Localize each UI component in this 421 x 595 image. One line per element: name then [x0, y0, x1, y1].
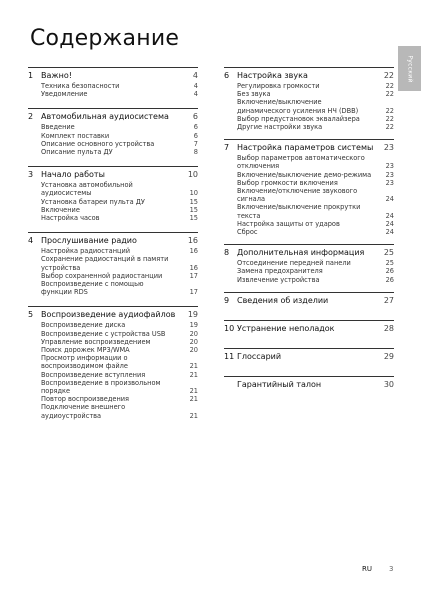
- entry-text: устройства: [41, 263, 81, 272]
- toc-entry[interactable]: [224, 267, 394, 275]
- entry-page: 21: [189, 395, 198, 404]
- toc-section-heading[interactable]: [224, 143, 394, 153]
- entry-page: 16: [189, 247, 198, 256]
- toc-section: [224, 292, 394, 306]
- entry-page: 24: [385, 219, 394, 228]
- section-number: 8: [224, 248, 230, 258]
- entry-page: 15: [189, 197, 198, 206]
- entry-page: 22: [385, 123, 394, 132]
- section-number: 6: [224, 71, 230, 80]
- entry-page: 20: [189, 346, 198, 355]
- section-title: Гарантийный талон: [237, 379, 322, 389]
- entry-text: Выбор параметров автоматического: [237, 154, 365, 163]
- section-page: 25: [383, 248, 394, 258]
- section-number: 4: [28, 236, 34, 246]
- section-number: 11: [224, 351, 235, 361]
- entry-page: 26: [385, 267, 394, 276]
- toc-entry[interactable]: [224, 82, 394, 90]
- section-page: 19: [187, 310, 198, 320]
- toc-section: [28, 166, 198, 222]
- section-title: Прослушивание радио: [41, 236, 137, 246]
- entry-text: Комплект поставки: [41, 131, 110, 140]
- section-page: 28: [383, 323, 394, 333]
- toc-entry[interactable]: [224, 259, 394, 267]
- toc-section-heading[interactable]: [28, 310, 198, 320]
- section-title: Глоссарий: [237, 351, 282, 361]
- section-title: Начало работы: [41, 170, 105, 180]
- toc-section-heading[interactable]: [28, 71, 198, 81]
- toc-section-heading[interactable]: [224, 248, 394, 258]
- entry-page: 10: [189, 189, 198, 198]
- entry-page: 21: [189, 387, 198, 396]
- entry-text: Отсоединение передней панели: [237, 259, 351, 268]
- section-title: Настройка параметров системы: [237, 143, 374, 153]
- section-title: Автомобильная аудиосистема: [41, 112, 169, 122]
- section-title: Настройка звука: [237, 71, 308, 80]
- toc-entry[interactable]: [224, 187, 394, 195]
- toc-entry[interactable]: [28, 214, 198, 222]
- toc-section-heading[interactable]: [28, 112, 198, 122]
- entry-text: Воспроизведение с помощью: [41, 280, 144, 289]
- section-page: 6: [192, 112, 198, 122]
- entry-page: 22: [385, 106, 394, 115]
- entry-text: Извлечение устройства: [237, 275, 320, 284]
- entry-text: Введение: [41, 123, 75, 132]
- toc-entry[interactable]: [28, 346, 198, 354]
- section-number: 10: [224, 323, 235, 333]
- toc-entry[interactable]: [224, 171, 394, 179]
- entry-page: 8: [193, 148, 198, 157]
- toc-section: [28, 67, 198, 98]
- entry-page: 6: [193, 131, 198, 140]
- entry-page: 20: [189, 337, 198, 346]
- entry-page: 21: [189, 370, 198, 379]
- page-title: Содержание: [30, 26, 180, 51]
- entry-page: 4: [193, 90, 198, 99]
- toc-entry[interactable]: [28, 206, 198, 214]
- entry-text: Подключение внешнего: [41, 403, 126, 412]
- entry-page: 4: [193, 82, 198, 90]
- toc-entry[interactable]: [224, 98, 394, 106]
- toc-section: [224, 320, 394, 334]
- entry-page: 16: [189, 263, 198, 272]
- entry-text: Замена предохранителя: [237, 267, 323, 276]
- entry-page: 22: [385, 114, 394, 123]
- toc-entry[interactable]: [28, 140, 198, 148]
- entry-page: 25: [385, 259, 394, 268]
- entry-text: Включение: [41, 205, 80, 214]
- entry-page: 17: [189, 288, 198, 297]
- entry-text: воспроизводимом файле: [41, 362, 128, 371]
- entry-text: Выбор громкости включения: [237, 178, 338, 187]
- entry-text: сигнала: [237, 195, 265, 204]
- entry-text: Установка автомобильной: [41, 181, 133, 190]
- entry-text: динамического усиления НЧ (DBB): [237, 106, 359, 115]
- toc-entry[interactable]: [28, 379, 198, 387]
- section-number: 1: [28, 71, 34, 80]
- entry-page: 15: [189, 214, 198, 223]
- toc-entry[interactable]: [224, 154, 394, 162]
- entry-page: 17: [189, 271, 198, 280]
- toc-entry[interactable]: [224, 123, 394, 131]
- entry-text: Выбор предустановок эквалайзера: [237, 114, 360, 123]
- entry-page: 19: [189, 321, 198, 330]
- section-page: 22: [383, 71, 394, 80]
- toc-entry[interactable]: [224, 107, 394, 115]
- entry-text: Описание основного устройства: [41, 139, 155, 148]
- entry-text: Сброс: [237, 228, 258, 237]
- entry-text: Воспроизведение в произвольном: [41, 378, 161, 387]
- toc-entry[interactable]: [28, 403, 198, 411]
- section-number: 9: [224, 295, 230, 305]
- toc-section-heading[interactable]: [224, 380, 394, 390]
- entry-text: Установка батареи пульта ДУ: [41, 197, 145, 206]
- entry-text: Описание пульта ДУ: [41, 148, 113, 157]
- toc-entry[interactable]: [28, 354, 198, 362]
- toc-entry[interactable]: [28, 82, 198, 90]
- entry-text: Регулировка громкости: [237, 82, 320, 90]
- toc-entry[interactable]: [224, 179, 394, 187]
- toc-section-heading[interactable]: [224, 71, 394, 81]
- entry-page: 24: [385, 195, 394, 204]
- footer-page-number: 3: [389, 565, 394, 573]
- toc-entry[interactable]: [224, 276, 394, 284]
- entry-text: Поиск дорожек MP3/WMA: [41, 346, 130, 355]
- entry-page: 21: [189, 362, 198, 371]
- entry-page: 7: [193, 139, 198, 148]
- toc-entry[interactable]: [28, 247, 198, 255]
- entry-page: 23: [385, 178, 394, 187]
- entry-page: 21: [189, 411, 198, 420]
- footer-language: RU: [362, 565, 372, 573]
- entry-text: Настройка часов: [41, 214, 100, 223]
- section-title: Воспроизведение аудиофайлов: [41, 310, 176, 320]
- toc-entry[interactable]: [28, 255, 198, 263]
- entry-text: порядке: [41, 387, 71, 396]
- toc-entry[interactable]: [28, 321, 198, 329]
- toc-entry[interactable]: [28, 280, 198, 288]
- entry-text: Управление воспроизведением: [41, 337, 151, 346]
- entry-page: 22: [385, 82, 394, 90]
- entry-page: 22: [385, 90, 394, 99]
- toc-entry[interactable]: [224, 195, 394, 203]
- entry-text: Сохранение радиостанций в памяти: [41, 255, 169, 264]
- toc-entry[interactable]: [28, 395, 198, 403]
- section-page: 4: [192, 71, 198, 80]
- toc-section: [224, 67, 394, 131]
- section-page: 16: [187, 236, 198, 246]
- entry-text: Воспроизведение диска: [41, 321, 126, 330]
- entry-text: отключения: [237, 162, 280, 171]
- entry-text: Включение/отключение звукового: [237, 187, 358, 196]
- toc-entry[interactable]: [224, 212, 394, 220]
- toc-entry[interactable]: [28, 362, 198, 370]
- toc-entry[interactable]: [28, 387, 198, 395]
- toc-section-heading[interactable]: [224, 324, 394, 334]
- toc-entry[interactable]: [28, 132, 198, 140]
- section-page: 23: [383, 143, 394, 153]
- toc-entry[interactable]: [224, 228, 394, 236]
- section-page: 27: [383, 295, 394, 305]
- toc-entry[interactable]: [28, 288, 198, 296]
- entry-page: 24: [385, 228, 394, 237]
- toc-entry[interactable]: [224, 203, 394, 211]
- toc-entry[interactable]: [28, 181, 198, 189]
- section-title: Важно!: [41, 71, 72, 80]
- section-page: 30: [383, 379, 394, 389]
- entry-page: 15: [189, 205, 198, 214]
- entry-page: 24: [385, 211, 394, 220]
- entry-text: функции RDS: [41, 288, 88, 297]
- section-page: 29: [383, 351, 394, 361]
- entry-text: аудиоустройства: [41, 411, 102, 420]
- toc-section: [224, 139, 394, 236]
- toc-entry[interactable]: [28, 264, 198, 272]
- entry-text: Настройка защиты от ударов: [237, 219, 340, 228]
- section-title: Устранение неполадок: [237, 323, 335, 333]
- toc-entry[interactable]: [28, 123, 198, 131]
- entry-text: Включение/выключение: [237, 98, 322, 107]
- entry-text: текста: [237, 211, 261, 220]
- entry-text: аудиосистемы: [41, 189, 92, 198]
- toc-entry[interactable]: [28, 148, 198, 156]
- entry-text: Воспроизведение с устройства USB: [41, 329, 166, 338]
- section-number: 3: [28, 170, 34, 180]
- toc-right-column: [224, 67, 394, 404]
- toc-entry[interactable]: [28, 371, 198, 379]
- entry-text: Техника безопасности: [41, 82, 120, 90]
- entry-text: Другие настройки звука: [237, 123, 323, 132]
- toc-section-heading[interactable]: [224, 352, 394, 362]
- toc-left-column: [28, 67, 198, 430]
- toc-entry[interactable]: [28, 90, 198, 98]
- toc-entry[interactable]: [28, 338, 198, 346]
- toc-entry[interactable]: [224, 220, 394, 228]
- toc-entry[interactable]: [28, 198, 198, 206]
- toc-entry[interactable]: [224, 115, 394, 123]
- toc-section-heading[interactable]: [28, 170, 198, 180]
- entry-text: Выбор сохраненной радиостанции: [41, 271, 163, 280]
- section-number: 2: [28, 112, 34, 122]
- section-page: 10: [187, 170, 198, 180]
- toc-section: [224, 348, 394, 362]
- toc-section: [224, 244, 394, 284]
- entry-text: Включение/выключение прокрутки: [237, 203, 361, 212]
- entry-text: Уведомление: [41, 90, 88, 99]
- toc-entry[interactable]: [28, 272, 198, 280]
- toc-section: [28, 108, 198, 156]
- entry-text: Воспроизведение вступления: [41, 370, 146, 379]
- entry-text: Просмотр информации о: [41, 354, 128, 363]
- entry-page: 6: [193, 123, 198, 132]
- entry-page: 26: [385, 275, 394, 284]
- toc-section-heading[interactable]: [28, 236, 198, 246]
- toc-entry[interactable]: [224, 90, 394, 98]
- section-title: Сведения об изделии: [237, 295, 329, 305]
- toc-section-heading[interactable]: [224, 296, 394, 306]
- entry-page: 23: [385, 170, 394, 179]
- entry-text: Повтор воспроизведения: [41, 395, 130, 404]
- toc-entry[interactable]: [28, 189, 198, 197]
- entry-page: 20: [189, 329, 198, 338]
- language-tab: [398, 46, 421, 91]
- language-tab-label: Русский: [406, 54, 413, 83]
- entry-page: 23: [385, 162, 394, 171]
- toc-section: [224, 376, 394, 390]
- section-number: 7: [224, 143, 230, 153]
- toc-entry[interactable]: [224, 162, 394, 170]
- entry-text: Без звука: [237, 90, 271, 99]
- toc-entry[interactable]: [28, 330, 198, 338]
- section-title: Дополнительная информация: [237, 248, 365, 258]
- entry-text: Включение/выключение демо-режима: [237, 170, 372, 179]
- toc-section: [28, 232, 198, 296]
- section-number: 5: [28, 310, 34, 320]
- toc-section: [28, 306, 198, 419]
- entry-text: Настройка радиостанций: [41, 247, 131, 256]
- toc-entry[interactable]: [28, 412, 198, 420]
